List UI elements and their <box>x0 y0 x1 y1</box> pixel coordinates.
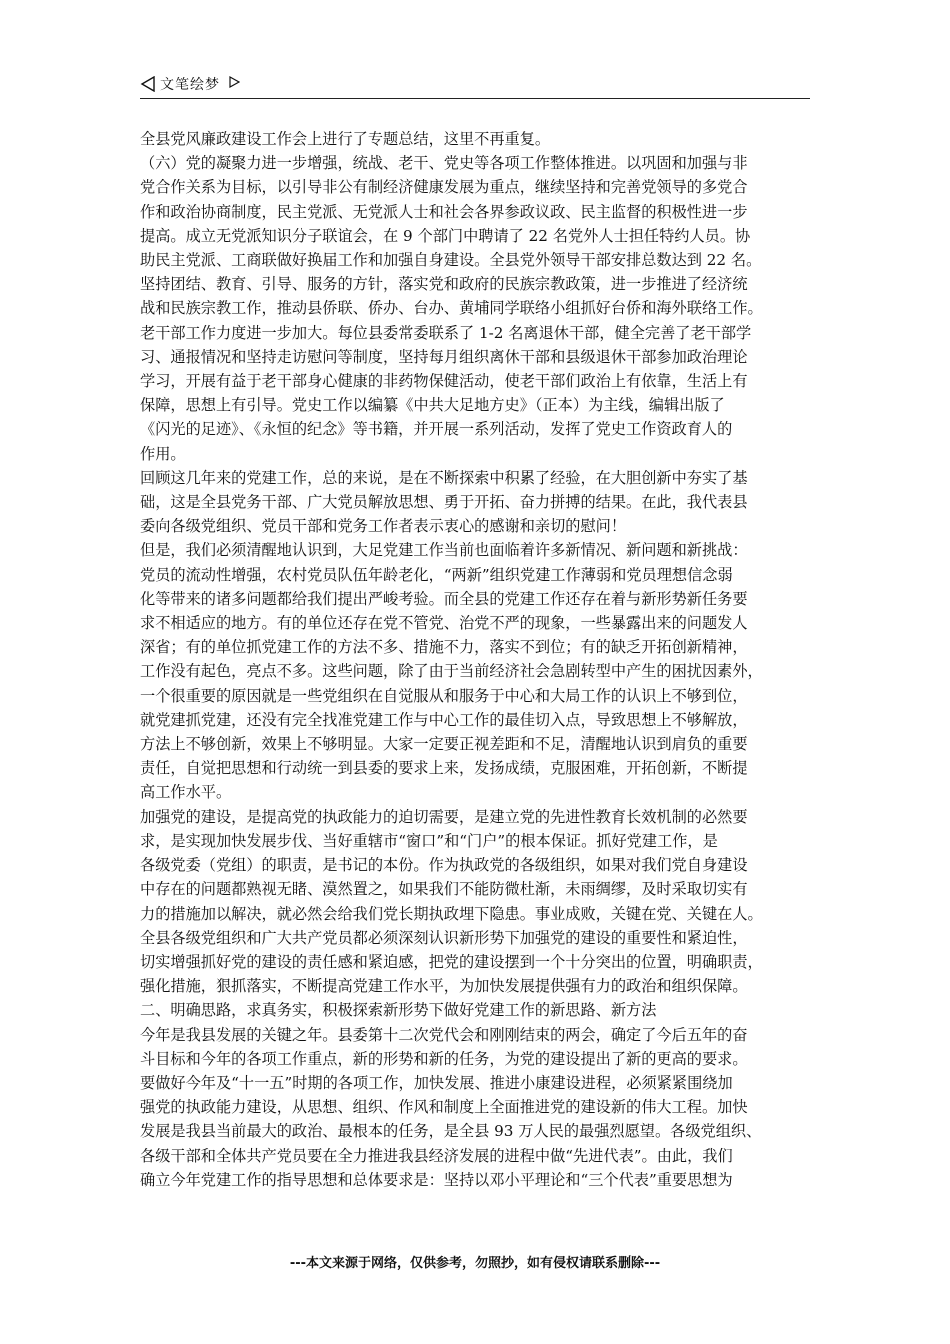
text-line: 全县党风廉政建设工作会上进行了专题总结，这里不再重复。 <box>140 130 551 148</box>
text-line: 化等带来的诸多问题都给我们提出严峻考验。而全县的党建工作还存在着与新形势新任务要 <box>140 589 748 608</box>
text-line: 一个很重要的原因就是一些党组织在自觉服从和服务于中心和大局工作的认识上不够到位， <box>140 686 748 705</box>
text-line: 学习，开展有益于老干部身心健康的非药物保健活动，使老干部们政治上有依靠，生活上有 <box>140 372 748 391</box>
text-line: 求，是实现加快发展步伐、当好重辖市“窗口”和“门户”的根本保证。抓好党建工作，是 <box>140 831 718 850</box>
text-line: 中存在的问题都熟视无睹、漠然置之，如果我们不能防微杜渐，未雨绸缪，及时采取切实有 <box>140 880 748 899</box>
text-line: 回顾这几年来的党建工作，总的来说，是在不断探索中积累了经验，在大胆创新中夯实了基 <box>140 468 748 487</box>
text-line: 高工作水平。 <box>140 783 232 802</box>
text-line: 但是，我们必须清醒地认识到，大足党建工作当前也面临着许多新情况、新问题和新挑战： <box>140 541 748 560</box>
footer-notice: ---本文来源于网络，仅供参考，勿照抄，如有侵权请联系删除--- <box>289 1256 661 1271</box>
triangle-left-icon <box>140 76 156 92</box>
text-line: 强化措施，狠抓落实，不断提高党建工作水平，为加快发展提供强有力的政治和组织保障。 <box>140 977 748 996</box>
text-line: 助民主党派、工商联做好换届工作和加强自身建设。全县党外领导干部安排总数达到 22 名。 <box>140 251 762 270</box>
text-line: 战和民族宗教工作，推动县侨联、侨办、台办、黄埔同学联络小组抓好台侨和海外联络工作。 <box>140 299 763 318</box>
text-line: 各级党委（党组）的职责，是书记的本份。作为执政党的各级组织，如果对我们党自身建设 <box>140 856 748 875</box>
text-line: 深省；有的单位抓党建工作的方法不多、措施不力，落实不到位；有的缺乏开拓创新精神， <box>140 638 748 657</box>
text-line: 委向各级党组织、党员干部和党务工作者表示衷心的感谢和亲切的慰问！ <box>140 517 626 536</box>
text-line: （六）党的凝聚力进一步增强，统战、老干、党史等各项工作整体推进。以巩固和加强与非 <box>140 154 748 173</box>
text-line: 要做好今年及“十一五”时期的各项工作，加快发展、推进小康建设进程，必须紧紧围绕加 <box>140 1073 733 1092</box>
text-line: 斗目标和今年的各项工作重点，新的形势和新的任务，为党的建设提出了新的更高的要求。 <box>140 1049 748 1068</box>
text-line: 加强党的建设，是提高党的执政能力的迫切需要，是建立党的先进性教育长效机制的必然要 <box>140 807 748 826</box>
text-line: 强党的执政能力建设，从思想、组织、作风和制度上全面推进党的建设新的伟大工程。加快 <box>140 1098 748 1117</box>
text-line: 力的措施加以解决，就必然会给我们党长期执政埋下隐患。事业成败，关键在党、关键在人。 <box>140 904 763 923</box>
page-header <box>140 72 810 99</box>
text-line: 保障，思想上有引导。党史工作以编纂《中共大足地方史》（正本）为主线，编辑出版了 <box>140 396 725 415</box>
text-line: 责任，自觉把思想和行动统一到县委的要求上来，发扬成绩，克服困难，开拓创新，不断提 <box>140 759 748 778</box>
text-line: 就党建抓党建，还没有完全找准党建工作与中心工作的最佳切入点，导致思想上不够解放， <box>140 710 748 729</box>
triangle-right-icon <box>228 76 240 88</box>
brand-label: 文笔绘梦 <box>160 77 220 93</box>
text-line: 求不相适应的地方。有的单位还存在党不管党、治党不严的现象，一些暴露出来的问题发人 <box>140 614 748 633</box>
text-line: 《闪光的足迹》、《永恒的纪念》等书籍，并开展一系列活动，发挥了党史工作资政育人的 <box>140 420 733 439</box>
text-line: 党员的流动性增强，农村党员队伍年龄老化，“两新”组织党建工作薄弱和党员理想信念弱 <box>140 565 733 584</box>
text-line: 确立今年党建工作的指导思想和总体要求是：坚持以邓小平理论和“三个代表”重要思想为 <box>140 1170 733 1189</box>
text-line: 发展是我县当前最大的政治、最根本的任务，是全县 93 万人民的最强烈愿望。各级党组织、 <box>140 1122 762 1141</box>
text-line: 作和政治协商制度，民主党派、无党派人士和社会各界参政议政、民主监督的积极性进一步 <box>140 202 748 221</box>
text-line: 党合作关系为目标，以引导非公有制经济健康发展为重点，继续坚持和完善党领导的多党合 <box>140 178 748 197</box>
text-line: 二、明确思路，求真务实，积极探索新形势下做好党建工作的新思路、新方法 <box>140 1001 657 1020</box>
text-line: 切实增强抓好党的建设的责任感和紧迫感，把党的建设摆到一个十分突出的位置，明确职责， <box>140 952 763 971</box>
text-line: 坚持团结、教育、引导、服务的方针，落实党和政府的民族宗教政策，进一步推进了经济统 <box>140 275 748 294</box>
text-line: 全县各级党组织和广大共产党员都必须深刻认识新形势下加强党的建设的重要性和紧迫性， <box>140 928 748 947</box>
text-line: 今年是我县发展的关键之年。县委第十二次党代会和刚刚结束的两会，确定了今后五年的奋 <box>140 1025 748 1044</box>
text-line: 作用。 <box>140 444 186 463</box>
text-line: 老干部工作力度进一步加大。每位县委常委联系了 1-2 名离退休干部，健全完善了老干部学 <box>140 323 752 342</box>
text-line: 方法上不够创新，效果上不够明显。大家一定要正视差距和不足，清醒地认识到肩负的重要 <box>140 735 748 754</box>
text-line: 工作没有起色，亮点不多。这些问题，除了由于当前经济社会急剧转型中产生的困扰因素外， <box>140 662 763 681</box>
text-line: 提高。成立无党派知识分子联谊会，在 9 个部门中聘请了 22 名党外人士担任特约人员。协 <box>140 226 751 245</box>
text-line: 各级干部和全体共产党员要在全力推进我县经济发展的进程中做“先进代表”。由此，我们 <box>140 1146 733 1165</box>
text-line: 础，这是全县党务干部、广大党员解放思想、勇于开拓、奋力拼搏的结果。在此，我代表县 <box>140 493 748 512</box>
text-line: 习、通报情况和坚持走访慰问等制度，坚持每月组织离休干部和县级退休干部参加政治理论 <box>140 347 748 366</box>
document-body <box>140 127 830 1192</box>
